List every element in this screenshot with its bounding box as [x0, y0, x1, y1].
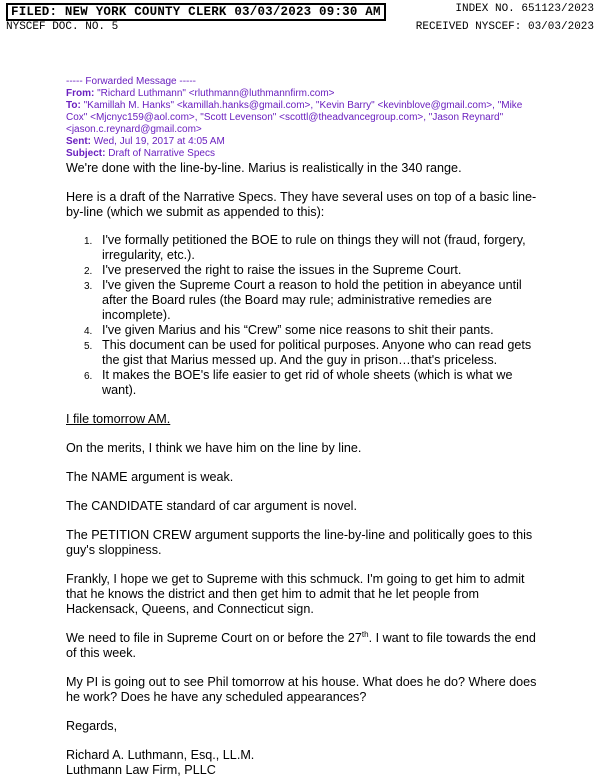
paragraph-line-by-line: We're done with the line-by-line. Marius is realistically in the 340 range. [66, 161, 462, 175]
paragraph-narrative-specs: Here is a draft of the Narrative Specs. They have several uses on top of a basic line-by-line (which we submit as appended to this): [66, 190, 537, 219]
paragraph-file-tomorrow: I file tomorrow AM. [66, 412, 171, 426]
list-item [66, 278, 546, 323]
forwarded-marker: ----- Forwarded Message ----- [66, 76, 197, 87]
list-number: 4. [84, 326, 93, 337]
index-number: INDEX NO. 651123/2023 [455, 3, 594, 15]
to-line [66, 100, 546, 136]
from-value: "Richard Luthmann" <rluthmann@luthmannfirm.com> [97, 88, 335, 99]
list-number: 3. [84, 281, 93, 292]
nyscef-doc-number: NYSCEF DOC. NO. 5 [6, 21, 119, 33]
list-item [66, 338, 546, 368]
to-label: To: [66, 100, 81, 111]
file-supreme-text-a: We need to file in Supreme Court on or before the 27 [66, 631, 362, 645]
subject-value: Draft of Narrative Specs [108, 148, 215, 159]
email-content [66, 76, 546, 778]
signature-name: Richard A. Luthmann, Esq., LL.M. [66, 748, 255, 762]
paragraph-frankly: Frankly, I hope we get to Supreme with this schmuck. I'm going to get him to admit that he knows the district and then get him to admit that he let people from Hackensack, Queens, and Connecticut sign. [66, 572, 525, 616]
subject-line [66, 148, 546, 160]
paragraph-petition-crew: The PETITION CREW argument supports the line-by-line and politically goes to this guy's sloppiness. [66, 528, 533, 557]
from-label: From: [66, 88, 95, 99]
list-text: I've given the Supreme Court a reason to hold the petition in abeyance until after the Board rules (the Board may rule; administrative remedies are incomplete). [102, 278, 522, 322]
signature-firm: Luthmann Law Firm, PLLC [66, 763, 216, 777]
list-text: It makes the BOE's life easier to get rid of whole sheets (which is what we want). [102, 368, 513, 397]
file-supreme-text-b: . I want to file towards the end of this week. [66, 631, 536, 660]
sent-value: Wed, Jul 19, 2017 at 4:05 AM [93, 136, 225, 147]
closing-regards: Regards, [66, 719, 118, 733]
list-text: I've preserved the right to raise the issues in the Supreme Court. [102, 263, 462, 277]
list-item [66, 263, 546, 278]
email-header [66, 76, 546, 160]
list-number: 1. [84, 236, 93, 247]
list-item [66, 368, 546, 398]
uses-list [66, 233, 546, 398]
list-item [66, 323, 546, 338]
list-number: 2. [84, 266, 93, 277]
sent-label: Sent: [66, 136, 91, 147]
sent-line [66, 136, 546, 148]
list-text: I've given Marius and his “Crew” some nice reasons to shit their pants. [102, 323, 494, 337]
from-line [66, 88, 546, 100]
filed-stamp: FILED: NEW YORK COUNTY CLERK 03/03/2023 09:30 AM [6, 3, 386, 21]
received-date: RECEIVED NYSCEF: 03/03/2023 [415, 21, 594, 33]
to-value: "Kamillah M. Hanks" <kamillah.hanks@gmail.com>, "Kevin Barry" <kevinblove@gmail.com>, "Mike Cox" <Mjcnyc159@aol.com>, "Scott Levenson" <scottl@theadvancegroup.com>, "Jason Reynard" <jason.c.reynard@gmail.com> [66, 100, 523, 135]
paragraph-name-argument: The NAME argument is weak. [66, 470, 234, 484]
list-number: 5. [84, 341, 93, 352]
list-text: I've formally petitioned the BOE to rule on things they will not (fraud, forgery, irregularity, etc.). [102, 233, 526, 262]
subject-label: Subject: [66, 148, 106, 159]
paragraph-candidate-argument: The CANDIDATE standard of car argument is novel. [66, 499, 357, 513]
paragraph-file-supreme [66, 631, 546, 661]
list-text: This document can be used for political purposes. Anyone who can read gets the gist that Marius messed up. And the guy in prison…that's priceless. [102, 338, 532, 367]
paragraph-merits: On the merits, I think we have him on the line by line. [66, 441, 362, 455]
paragraph-private-investigator: My PI is going out to see Phil tomorrow at his house. What does he do? Where does he work? Does he have any scheduled appearances? [66, 675, 537, 704]
ordinal-suffix: th [361, 629, 369, 639]
list-number: 6. [84, 371, 93, 382]
list-item [66, 233, 546, 263]
